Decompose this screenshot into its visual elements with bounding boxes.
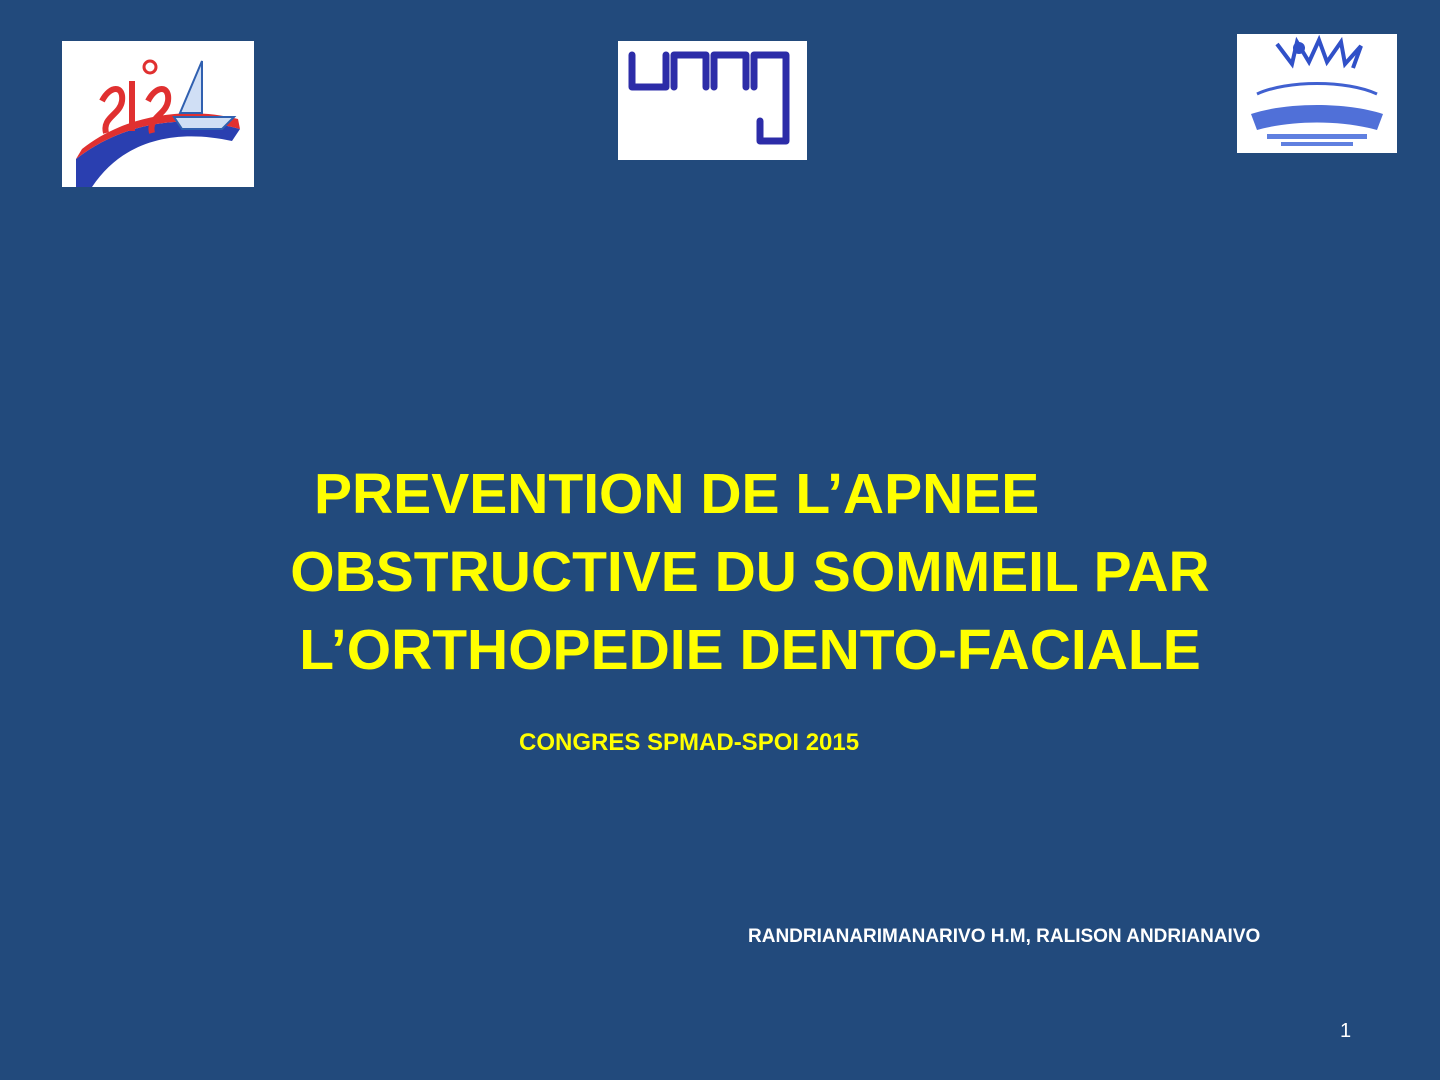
title-line-3: L’ORTHOPEDIE DENTO-FACIALE	[299, 618, 1201, 682]
uam-logo	[618, 41, 807, 160]
authors-line: RANDRIANARIMANARIVO H.M, RALISON ANDRIANAIVO	[748, 926, 1261, 947]
sis-society-logo	[62, 41, 254, 187]
title-line-2: OBSTRUCTIVE DU SOMMEIL PAR	[290, 540, 1210, 604]
page-number: 1	[1340, 1020, 1352, 1042]
congress-subtitle: CONGRES SPMAD-SPOI 2015	[519, 729, 860, 756]
slide-title	[150, 455, 1350, 689]
dental-faculty-logo	[1237, 34, 1397, 153]
title-line-1: PREVENTION DE L’APNEE	[314, 462, 1040, 526]
